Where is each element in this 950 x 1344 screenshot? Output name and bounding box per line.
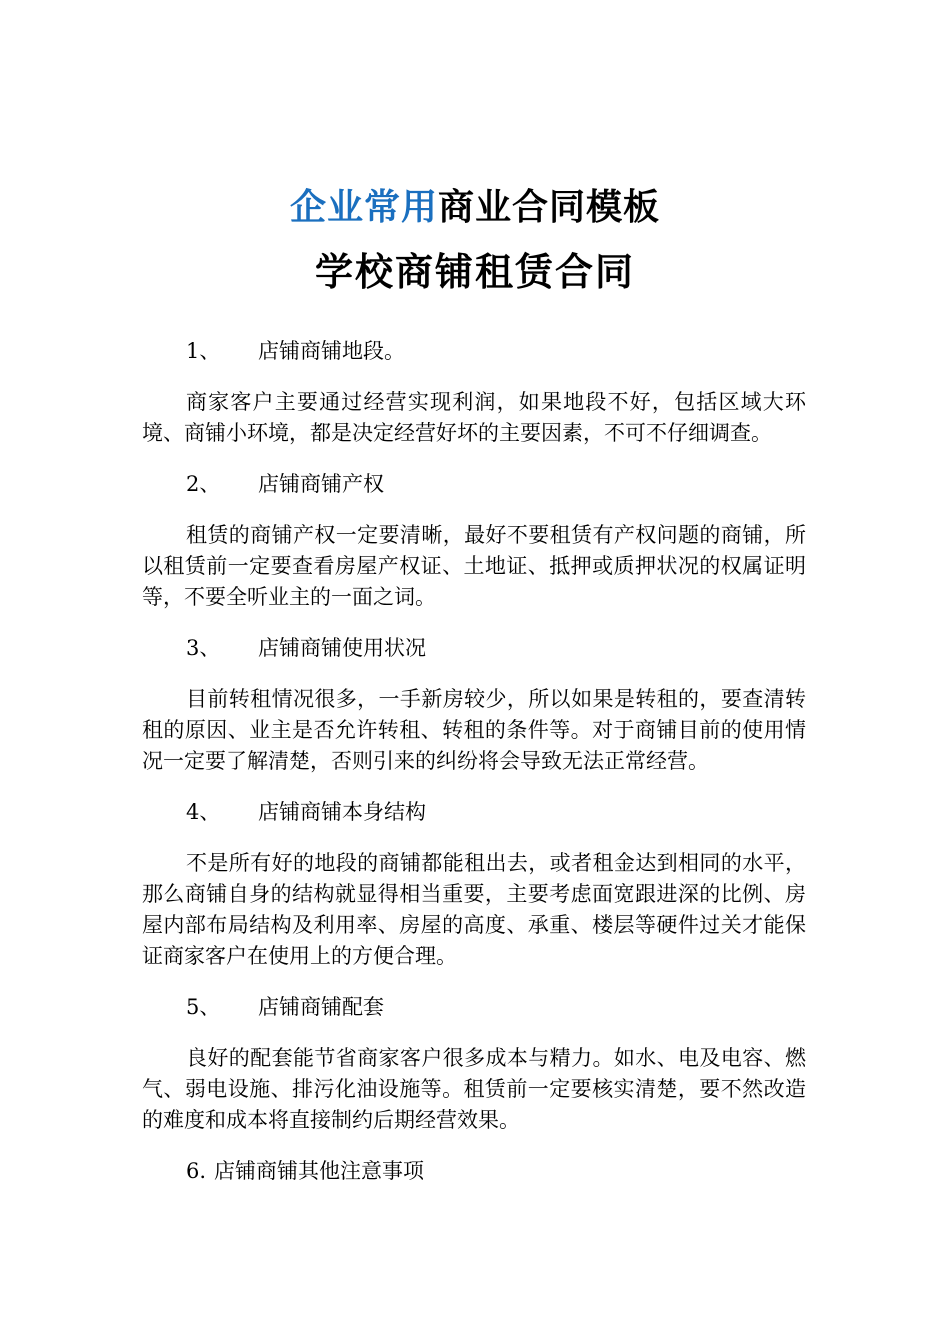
- section-heading-text: 店铺商铺使用状况: [258, 636, 426, 660]
- document-body: [142, 336, 806, 1207]
- section-heading: [142, 797, 806, 828]
- section-heading: [142, 992, 806, 1023]
- section-number: 6.: [186, 1159, 207, 1183]
- section-heading-text: 店铺商铺其他注意事项: [214, 1159, 425, 1183]
- section-paragraph: 目前转租情况很多，一手新房较少，所以如果是转租的，要查清转租的原因、业主是否允许转租、转租的条件等。对于商铺目前的使用情况一定要了解清楚，否则引来的纠纷将会导致无法正常经营。: [142, 687, 806, 773]
- section-heading-text: 店铺商铺配套: [258, 995, 384, 1019]
- document-title: [0, 184, 950, 232]
- document-subtitle: 学校商铺租赁合同: [314, 250, 635, 294]
- section-heading-text: 店铺商铺本身结构: [258, 800, 426, 824]
- section-heading: [142, 633, 806, 664]
- section-number: 4、: [186, 800, 221, 824]
- section-number: 2、: [186, 472, 221, 496]
- section-number: 5、: [186, 995, 221, 1019]
- section-number: 3、: [186, 636, 221, 660]
- section-heading: [142, 336, 806, 367]
- section-paragraph: 租赁的商铺产权一定要清晰，最好不要租赁有产权问题的商铺，所以租赁前一定要查看房屋产权证、土地证、抵押或质押状况的权属证明等，不要全听业主的一面之词。: [142, 523, 806, 609]
- section-paragraph: 良好的配套能节省商家客户很多成本与精力。如水、电及电容、燃气、弱电设施、排污化油设施等。租赁前一定要核实清楚，要不然改造的难度和成本将直接制约后期经营效果。: [142, 1046, 806, 1132]
- section-heading-text: 店铺商铺地段。: [258, 339, 405, 363]
- section-number: 1、: [186, 339, 221, 363]
- section-paragraph: 不是所有好的地段的商铺都能租出去，或者租金达到相同的水平，那么商铺自身的结构就显得相当重要，主要考虑面宽跟进深的比例、房屋内部布局结构及利用率、房屋的高度、承重、楼层等硬件过关才能保证商家客户在使用上的方便合理。: [142, 851, 806, 968]
- title-main: 商业合同模板: [438, 187, 661, 228]
- section-heading-text: 店铺商铺产权: [258, 472, 384, 496]
- section-heading: [142, 1156, 806, 1187]
- section-paragraph: 商家客户主要通过经营实现利润，如果地段不好，包括区域大环境、商铺小环境，都是决定经营好坏的主要因素，不可不仔细调查。: [142, 390, 806, 445]
- title-accent: 企业常用: [289, 187, 438, 228]
- section-heading: [142, 469, 806, 500]
